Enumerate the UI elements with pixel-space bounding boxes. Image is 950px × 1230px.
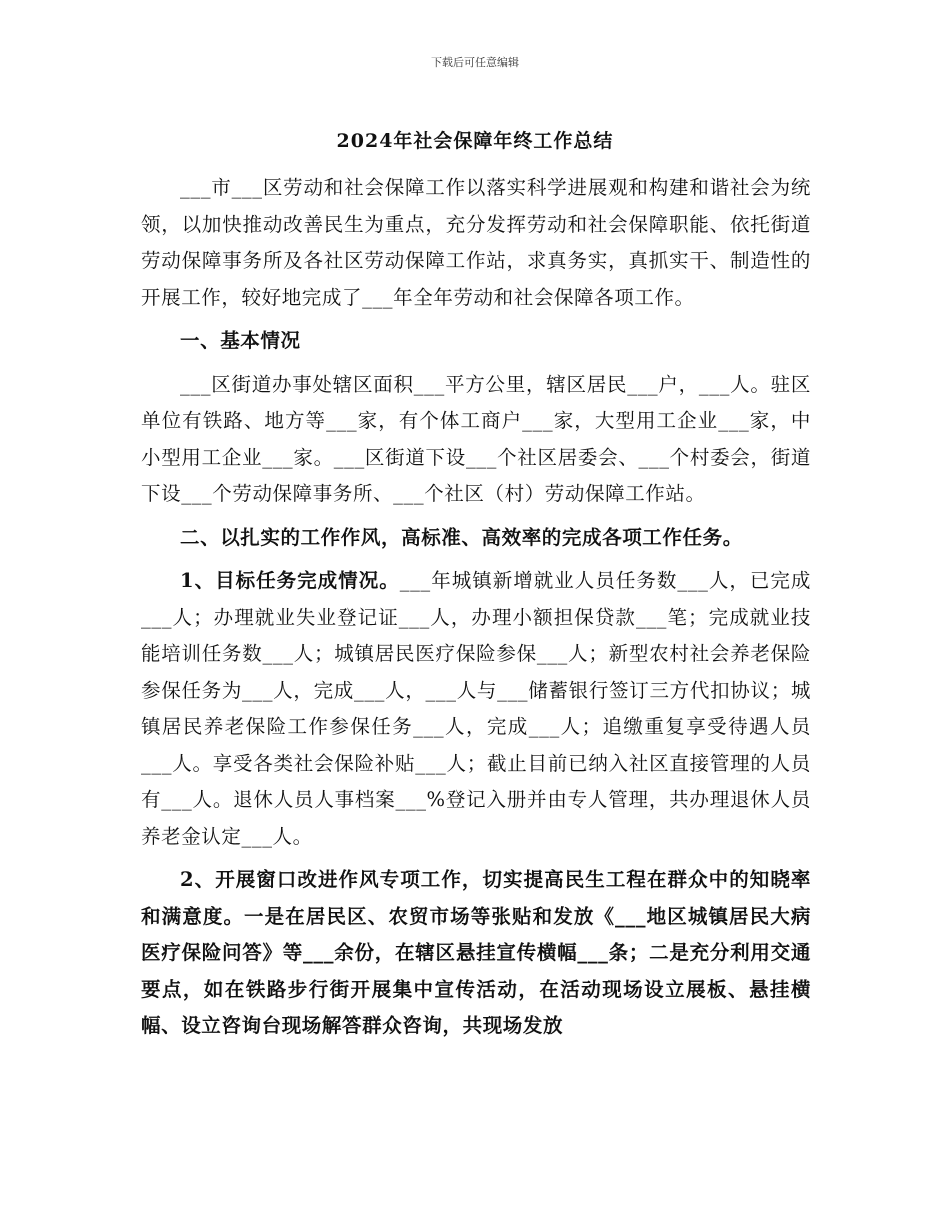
item-2-paragraph: 2、开展窗口改进作风专项工作，切实提高民生工程在群众中的知晓率和满意度。一是在居民区、农贸市场等张贴和发放《___地区城镇居民大病医疗保险问答》等___余份，在辖区悬挂宣传横幅___条；二是充分利用交通要点，如在铁路步行街开展集中宣传活动，在活动现场设立展板、悬挂横幅、设立咨询台现场解答群众咨询，共现场发放 <box>141 868 811 1037</box>
document-body <box>141 170 811 1052</box>
basic-info-paragraph: ___区街道办事处辖区面积___平方公里，辖区居民___户，___人。驻区单位有铁路、地方等___家，有个体工商户___家，大型用工企业___家，中小型用工企业___家。___区街道下设___个社区居委会、___个村委会，街道下设___个劳动保障事务所、___个社区（村）劳动保障工作站。 <box>141 372 811 505</box>
section-heading-2: 二、以扎实的工作作风，高标准、高效率的完成各项工作任务。 <box>180 525 743 549</box>
item-1-lead: 1、目标任务完成情况。 <box>180 569 400 592</box>
item-1-body: ___年城镇新增就业人员任务数___人，已完成___人；办理就业失业登记证___人，办理小额担保贷款___笔；完成就业技能培训任务数___人；城镇居民医疗保险参保___人；新型农村社会养老保险参保任务为___人，完成___人，___人与___储蓄银行签订三方代扣协议；城镇居民养老保险工作参保任务___人，完成___人；追缴重复享受待遇人员___人。享受各类社会保险补贴___人；截止目前已纳入社区直接管理的人员有___人。退休人员人事档案___%登记入册并由专人管理，共办理退休人员养老金认定___人。 <box>141 569 811 848</box>
intro-paragraph: ___市___区劳动和社会保障工作以落实科学进展观和构建和谐社会为统领，以加快推动改善民生为重点，充分发挥劳动和社会保障职能、依托街道劳动保障事务所及各社区劳动保障工作站，求真务实，真抓实干、制造性的开展工作，较好地完成了___年全年劳动和社会保障各项工作。 <box>141 176 811 309</box>
section-heading-1: 一、基本情况 <box>180 329 301 352</box>
page-header: 下载后可任意编辑 <box>431 56 519 69</box>
document-title: 2024年社会保障年终工作总结 <box>336 130 614 152</box>
item-1-paragraph <box>141 563 811 855</box>
